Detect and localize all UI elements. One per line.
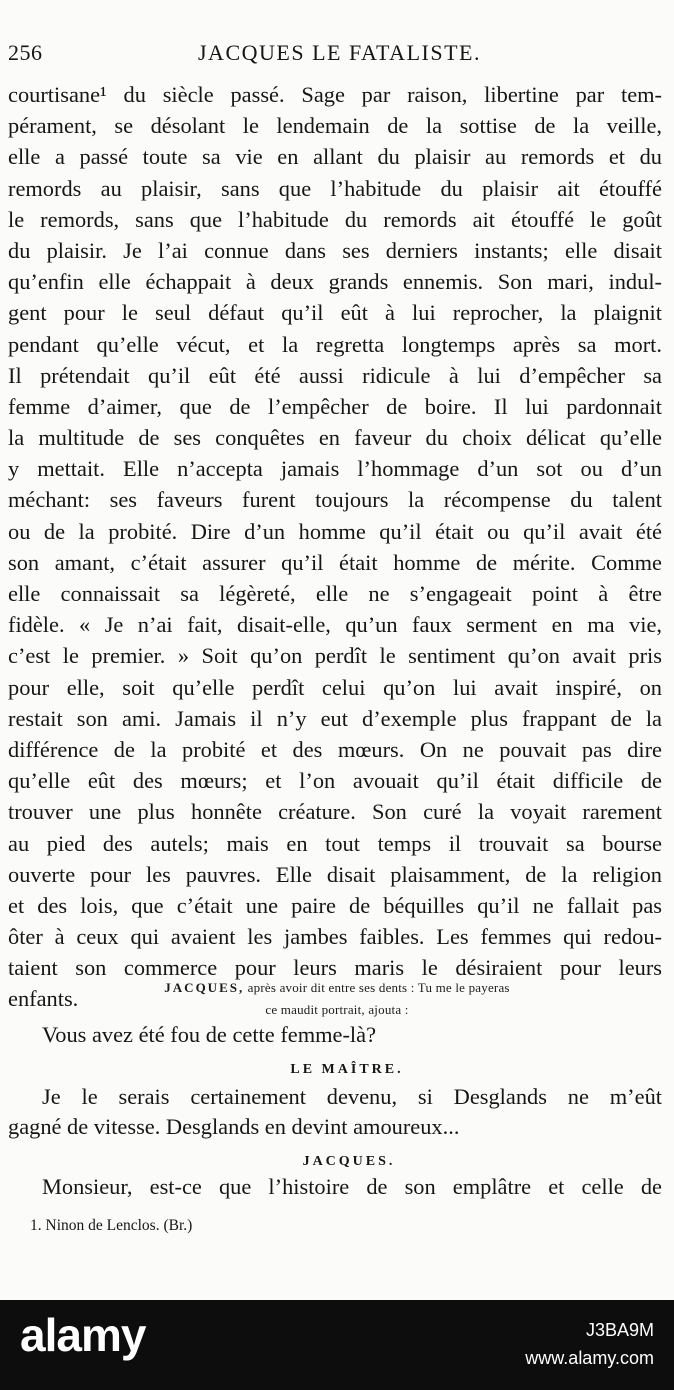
text-line: fidèle. « Je n’ai fait, disait-elle, qu’un faux serment en ma vie,	[8, 612, 662, 638]
text-line: au pied des autels; mais en tout temps il trouvait sa bourse	[8, 830, 662, 856]
text-line: du plaisir. Je l’ai connue dans ses derniers instants; elle disait	[8, 237, 662, 263]
text-line: son amant, c’était assurer qu’il était homme de mérite. Comme	[8, 549, 662, 575]
text-line: courtisane¹ du siècle passé. Sage par raison, libertine par tem-	[8, 82, 662, 107]
alamy-logo: alamy	[20, 1309, 146, 1361]
text-line: et des lois, que c’était une paire de béquilles qu’il ne fallait pas	[8, 892, 662, 918]
text-line: c’est le premier. » Soit qu’on perdît le sentiment qu’on avait pris	[8, 643, 662, 669]
text-line: restait son ami. Jamais il n’y eut d’exemple plus frappant de la	[8, 705, 662, 731]
watermark-url: www.alamy.com	[525, 1348, 654, 1368]
text-line: le remords, sans que l’habitude du remords ait étouffé le goût	[8, 206, 662, 232]
text-line: pérament, se désolant le lendemain de la sottise de la veille,	[8, 113, 662, 139]
text-line: taient son commerce pour leurs maris le désiraient pour leurs	[8, 955, 662, 981]
text-line: gent pour le seul défaut qu’il eût à lui reprocher, la plaignit	[8, 300, 662, 326]
text-line: Il prétendait qu’il eût été aussi ridicule à lui d’empêcher sa	[8, 362, 662, 388]
text-line: trouver une plus honnête créature. Son curé la voyait rarement	[8, 799, 662, 825]
stage-speaker: JACQUES,	[164, 980, 245, 995]
body-paragraph	[8, 79, 662, 1015]
text-line: y mettait. Elle n’accepta jamais l’hommage d’un sot ou d’un	[8, 456, 662, 482]
running-title: JACQUES LE FATALISTE.	[198, 40, 481, 65]
text-line: ou de la probité. Dire d’un homme qu’il était ou qu’il avait été	[8, 518, 662, 544]
dialogue-line: Je le serais certainement devenu, si Desglands ne m’eût	[42, 1084, 662, 1109]
dialogue-line: Monsieur, est-ce que l’histoire de son emplâtre et celle de	[42, 1174, 662, 1199]
text-line: pendant qu’elle vécut, et la regretta longtemps après sa mort.	[8, 331, 662, 357]
text-line: ôter à ceux qui avaient les jambes faibles. Les femmes qui redou-	[8, 924, 662, 950]
text-line: différence de la probité et des mœurs. On ne pouvait pas dire	[8, 736, 662, 762]
text-line: remords au plaisir, sans que l’habitude du plaisir ait étouffé	[8, 175, 662, 201]
stage-direction-continued: ce maudit portrait, ajouta :	[265, 1002, 409, 1017]
stage-direction-text: après avoir dit entre ses dents : Tu me le payeras	[244, 980, 510, 995]
text-line: pour elle, soit qu’elle perdît celui qu’on lui avait inspiré, on	[8, 674, 662, 700]
watermark-image-id: J3BA9M	[585, 1320, 654, 1340]
dialogue-line: gagné de vitesse. Desglands en devint amoureux...	[8, 1114, 460, 1139]
text-line: elle a passé toute sa vie en allant du plaisir au remords et du	[8, 144, 662, 170]
speaker-heading: LE MAÎTRE.	[290, 1062, 404, 1077]
footnote: 1. Ninon de Lenclos. (Br.)	[30, 1217, 193, 1234]
stage-direction	[0, 980, 674, 996]
text-line: qu’enfin elle échappait à deux grands ennemis. Son mari, indul-	[8, 269, 662, 295]
text-line: la multitude de ses conquêtes en faveur du choix délicat qu’elle	[8, 425, 662, 451]
running-head	[8, 40, 658, 70]
page-number: 256	[8, 40, 43, 65]
speaker-heading: JACQUES.	[302, 1154, 396, 1169]
text-line: femme d’aimer, que de l’empêcher de boire. Il lui pardonnait	[8, 393, 662, 419]
text-line: ouverte pour les pauvres. Elle disait plaisamment, de la religion	[8, 861, 662, 887]
dialogue-line: Vous avez été fou de cette femme-là?	[42, 1022, 377, 1047]
text-line: enfants.	[8, 986, 79, 1012]
text-line: qu’elle eût des mœurs; et l’on avouait qu’il était difficile de	[8, 768, 662, 794]
text-line: elle connaissait sa légèreté, elle ne s’engageait point à être	[8, 581, 662, 606]
text-line: méchant: ses faveurs furent toujours la récompense du talent	[8, 487, 662, 513]
